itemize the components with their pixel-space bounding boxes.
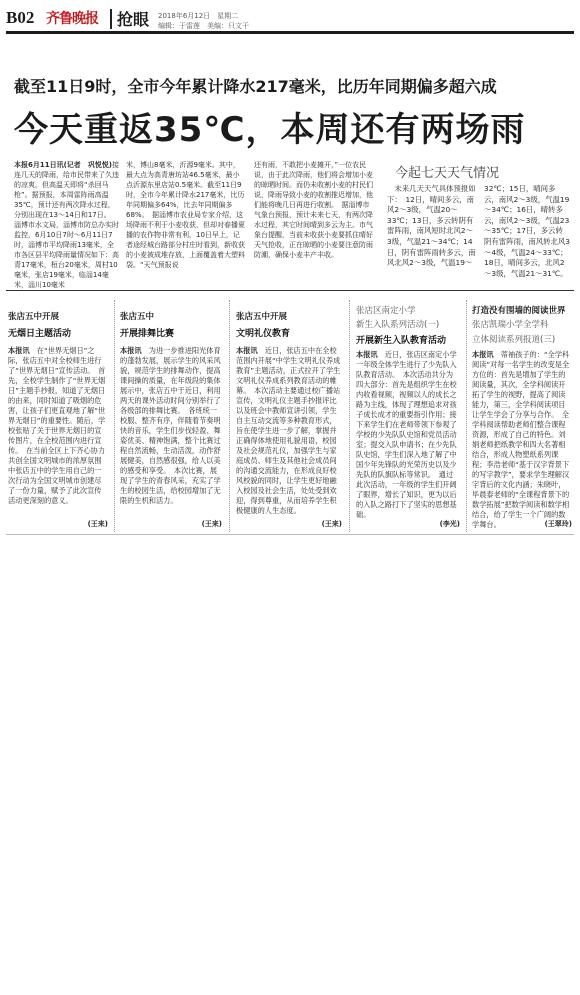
article-1-byline: 本报讯 — [8, 346, 30, 355]
article-4-text: 近日，张店区南定小学一年级全体学生进行了少先队入队教育活动。 本次活动共分为四大部分：首先是组织学生在校内收看视频，视频以人的成长之路为主线，体现了理想追求对孩子成长成才的重要指引作用；接下来学生们在老师带领下参观了学校的少先队队史馆和党员活动室；提交入队申请书；在少先队队史馆，学生们深入地了解了中国少年先锋队的光荣历史以及少先队的队旗队标等常识。 通过此次活动，一年级的学生们开阔了眼界，增长了知识，更为以后的入队之路打下了坚实的思想基础。 — [356, 350, 457, 519]
lead-subheadline: 截至11日9时，全市今年累计降水217毫米，比历年同期偏多超六成 — [14, 77, 497, 96]
article-2-text: 为进一步推进阳光体育的蓬勃发展，展示学生的风采风貌，规范学生的排舞动作，提高课间操的质量，在年级段的集体展示中，张店五中于近日，利用两天的课外活动时间分别举行了各级部的排舞比赛。 各班统一校服、整齐有序，伴随着节奏明快的音乐，学生们步伐轻盈、舞姿优美、精神饱满，整个比赛过程自然流畅，生动活泼，动作舒展健美，自然感很强，给人以美的感受和享受。 本次比赛，展现了学生的青春风采，充实了学生的校园生活，给校园增加了无限的生机和活力。 — [120, 346, 221, 505]
article-5-text: 蒂袖孩子的：“全学科阅读”对每一名学生的改变是全方位的：首先是增加了学生的阅读量，其次，全学科阅读开拓了学生的视野，提高了阅读能力，第三，全学科阅读项目让学生学会了分享与合作。 全学科阅读帮助老师们整合课程资源，形成了自己的特色。刘娟老师把纸教学和四大名著相结合，形成人物塑纸系列课程；李浩老师“基于汉字背景下的写字教学”，要求学生理解汉字背后的文化内涵；朱晓叶，毕晨泰老师的“全课程背景下的数学拓展”把数学阅读和数学相结合，给了学生一个广阔的数学舞台。 — [472, 350, 570, 529]
article-1-title: 无烟日主题活动 — [8, 329, 72, 339]
article-5-title: 立体阅读系列报道(三) — [472, 335, 556, 345]
article-2-body — [120, 346, 222, 518]
articles-bottom-rule — [6, 534, 574, 535]
column-separator — [349, 300, 350, 532]
article-3-kicker: 张店五中开展 — [236, 312, 288, 322]
masthead-rule — [6, 31, 574, 34]
section-rule — [6, 290, 574, 291]
masthead-divider — [110, 9, 112, 29]
article-4-kicker: 张店区南定小学 — [356, 306, 416, 316]
article-1-sign: (王来) — [87, 520, 108, 528]
date-line: 2018年6月12日 星期二 — [158, 12, 239, 20]
article-4-sign: (李光) — [439, 520, 460, 528]
article-4-byline: 本报讯 — [356, 350, 378, 359]
article-5-kicker-2: 张店凯瑞小学全学科 — [472, 320, 549, 330]
article-1-body — [8, 346, 108, 518]
article-4-title: 开展新生入队教育活动 — [356, 336, 447, 346]
article-3-body — [236, 346, 342, 518]
article-5-byline: 本报讯 — [472, 350, 494, 359]
article-2-title: 开展排舞比赛 — [120, 329, 175, 339]
column-separator — [466, 300, 467, 532]
article-5-kicker: 打造没有围墙的阅读世界 — [472, 306, 566, 316]
lead-column-2: 米，博山8毫米，沂源9毫米。其中，最大点为高青唐坊站46.5毫米，最小点沂源东里店站0.5毫米。截至11日9时，全市今年累计降水217毫米，比历年同期偏多64%，比去年同期偏多68%。 据淄博市农业局专家介绍，这场降雨不利于小麦收获，但却对春播夏播的农作物非常有利，10日早上，记者途经城台路部分村庄时看到，新收获的小麦被成堆存放，上面覆盖着大塑料袋。“天气预报说 — [126, 161, 245, 269]
article-2-kicker: 张店五中 — [120, 312, 155, 322]
weather-box-title: 今起七天天气情况 — [395, 166, 500, 181]
article-4-body — [356, 350, 460, 518]
masthead — [6, 6, 574, 32]
article-5-sign: (王翠玲) — [544, 520, 572, 528]
article-4-kicker-2: 新生入队系列活动(一) — [356, 320, 440, 330]
editors-line: 编辑：于雷莲 美编：只文干 — [158, 22, 249, 30]
lead-headline: 今天重返35℃，本周还有两场雨 — [14, 110, 526, 150]
article-2-sign: (王来) — [201, 520, 222, 528]
article-1-kicker: 张店五中开展 — [8, 312, 60, 322]
article-3-text: 近日，张店五中在全校范围内开展“中学生文明礼仪养成教育”主题活动，正式拉开了学生文明礼仪养成系列教育活动的帷幕。 本次活动主要通过校广播站宣传，文明礼仪主题手抄报评比以及班会中教师宣讲引领，学生自主互动交流等多种教育形式，旨在使学生进一步了解，掌握并正确得体地使用礼貌用语，校园及社会规范礼仪，加强学生与家庭成员、师生及其他社会成员间的沟通交流能力，在形成良好校风校貌的同时，让学生更好地融入校园及社会生活，处处受到欢迎，得到尊重，从而培养学生积极健康的人生态度。 — [236, 346, 341, 515]
column-separator — [114, 300, 115, 532]
newspaper-logo: 齐鲁晚报 — [46, 11, 98, 27]
article-1-text: 在“世界无烟日”之际，张店五中对全校师生进行了“世界无烟日”宣传活动。 首先，全校学生制作了“世界无烟日”主题手抄报，知道了无烟日的由来，同时知道了吸烟的危害，让孩子们更直观地了解“世界无烟日”的重要性。随后，学校张贴了关于世界无烟日的宣传图片，在全校范围内进行宣传。 在当前全区上下齐心协力共创全国文明城市的浓厚氛围中张店五中的学生用自己的一次行动为全国文明城市创建尽了一份力量，赋予了此次宣传活动更深刻的意义。 — [8, 346, 106, 505]
weather-column-1: 未来几天天气具体预报如下： 12日，晴间多云，南风2～3级，气温20～33℃；13日，多云转阴有雷阵雨，南风短时北风2～3级，气温21～34℃；14日，阴有雷阵雨转多云，南风北风2～3级，气温19～ — [387, 184, 476, 268]
lead-byline: 本报6月11日讯(记者 巩悦悦) — [14, 161, 113, 169]
lead-column-1-text: 接连几天的降雨，给市民带来了久违的凉爽。但高温天即将“杀回马枪”。据预报，本周雷阵雨高温35℃，预计还有两次降水过程，分别出现在13～14日和17日。 淄博市水文局，淄博市防总办实时监控，6月10日7时～6月11日7时，淄博市平均降雨13毫米，全市各区县平均降雨量情况如下：高青17毫米，桓台20毫米，周村10毫米，张店19毫米，临淄14毫米，淄川10毫米 — [14, 161, 120, 289]
section-name: 抢眼 — [117, 10, 150, 29]
page-number: B02 — [6, 8, 35, 27]
weather-column-2: 32℃；15日，晴间多云，南风2～3级，气温19～34℃；16日，晴转多云，南风2～3级，气温23～35℃；17日，多云转阴有雷阵雨，南风转北风3～4级，气温24～33℃；18日，晴间多云，北风2～3级，气温21～31℃。 — [484, 184, 571, 278]
lead-column-1 — [14, 160, 120, 289]
article-2-byline: 本报讯 — [120, 346, 142, 355]
article-3-title: 文明礼仪教育 — [236, 329, 291, 339]
article-3-byline: 本报讯 — [236, 346, 258, 355]
article-3-sign: (王来) — [321, 520, 342, 528]
column-separator — [229, 300, 230, 532]
lead-column-3: 还有雨，不敢把小麦摊开，”一位农民说，由于此次降雨，他们将会增加小麦的晾晒时间。而仍未收割小麦的村民们说，降雨导致小麦的收割推迟增加，他们能将晚几日再进行收割。 据淄博市气象台预报，预计未来七天，有两次降水过程，其它时间晴到多云为主。市气象台提醒，当前未收获小麦要抓住晴好天气抢收，正在晾晒的小麦要注意防雨防潮，确保小麦丰产丰收。 — [254, 161, 373, 259]
